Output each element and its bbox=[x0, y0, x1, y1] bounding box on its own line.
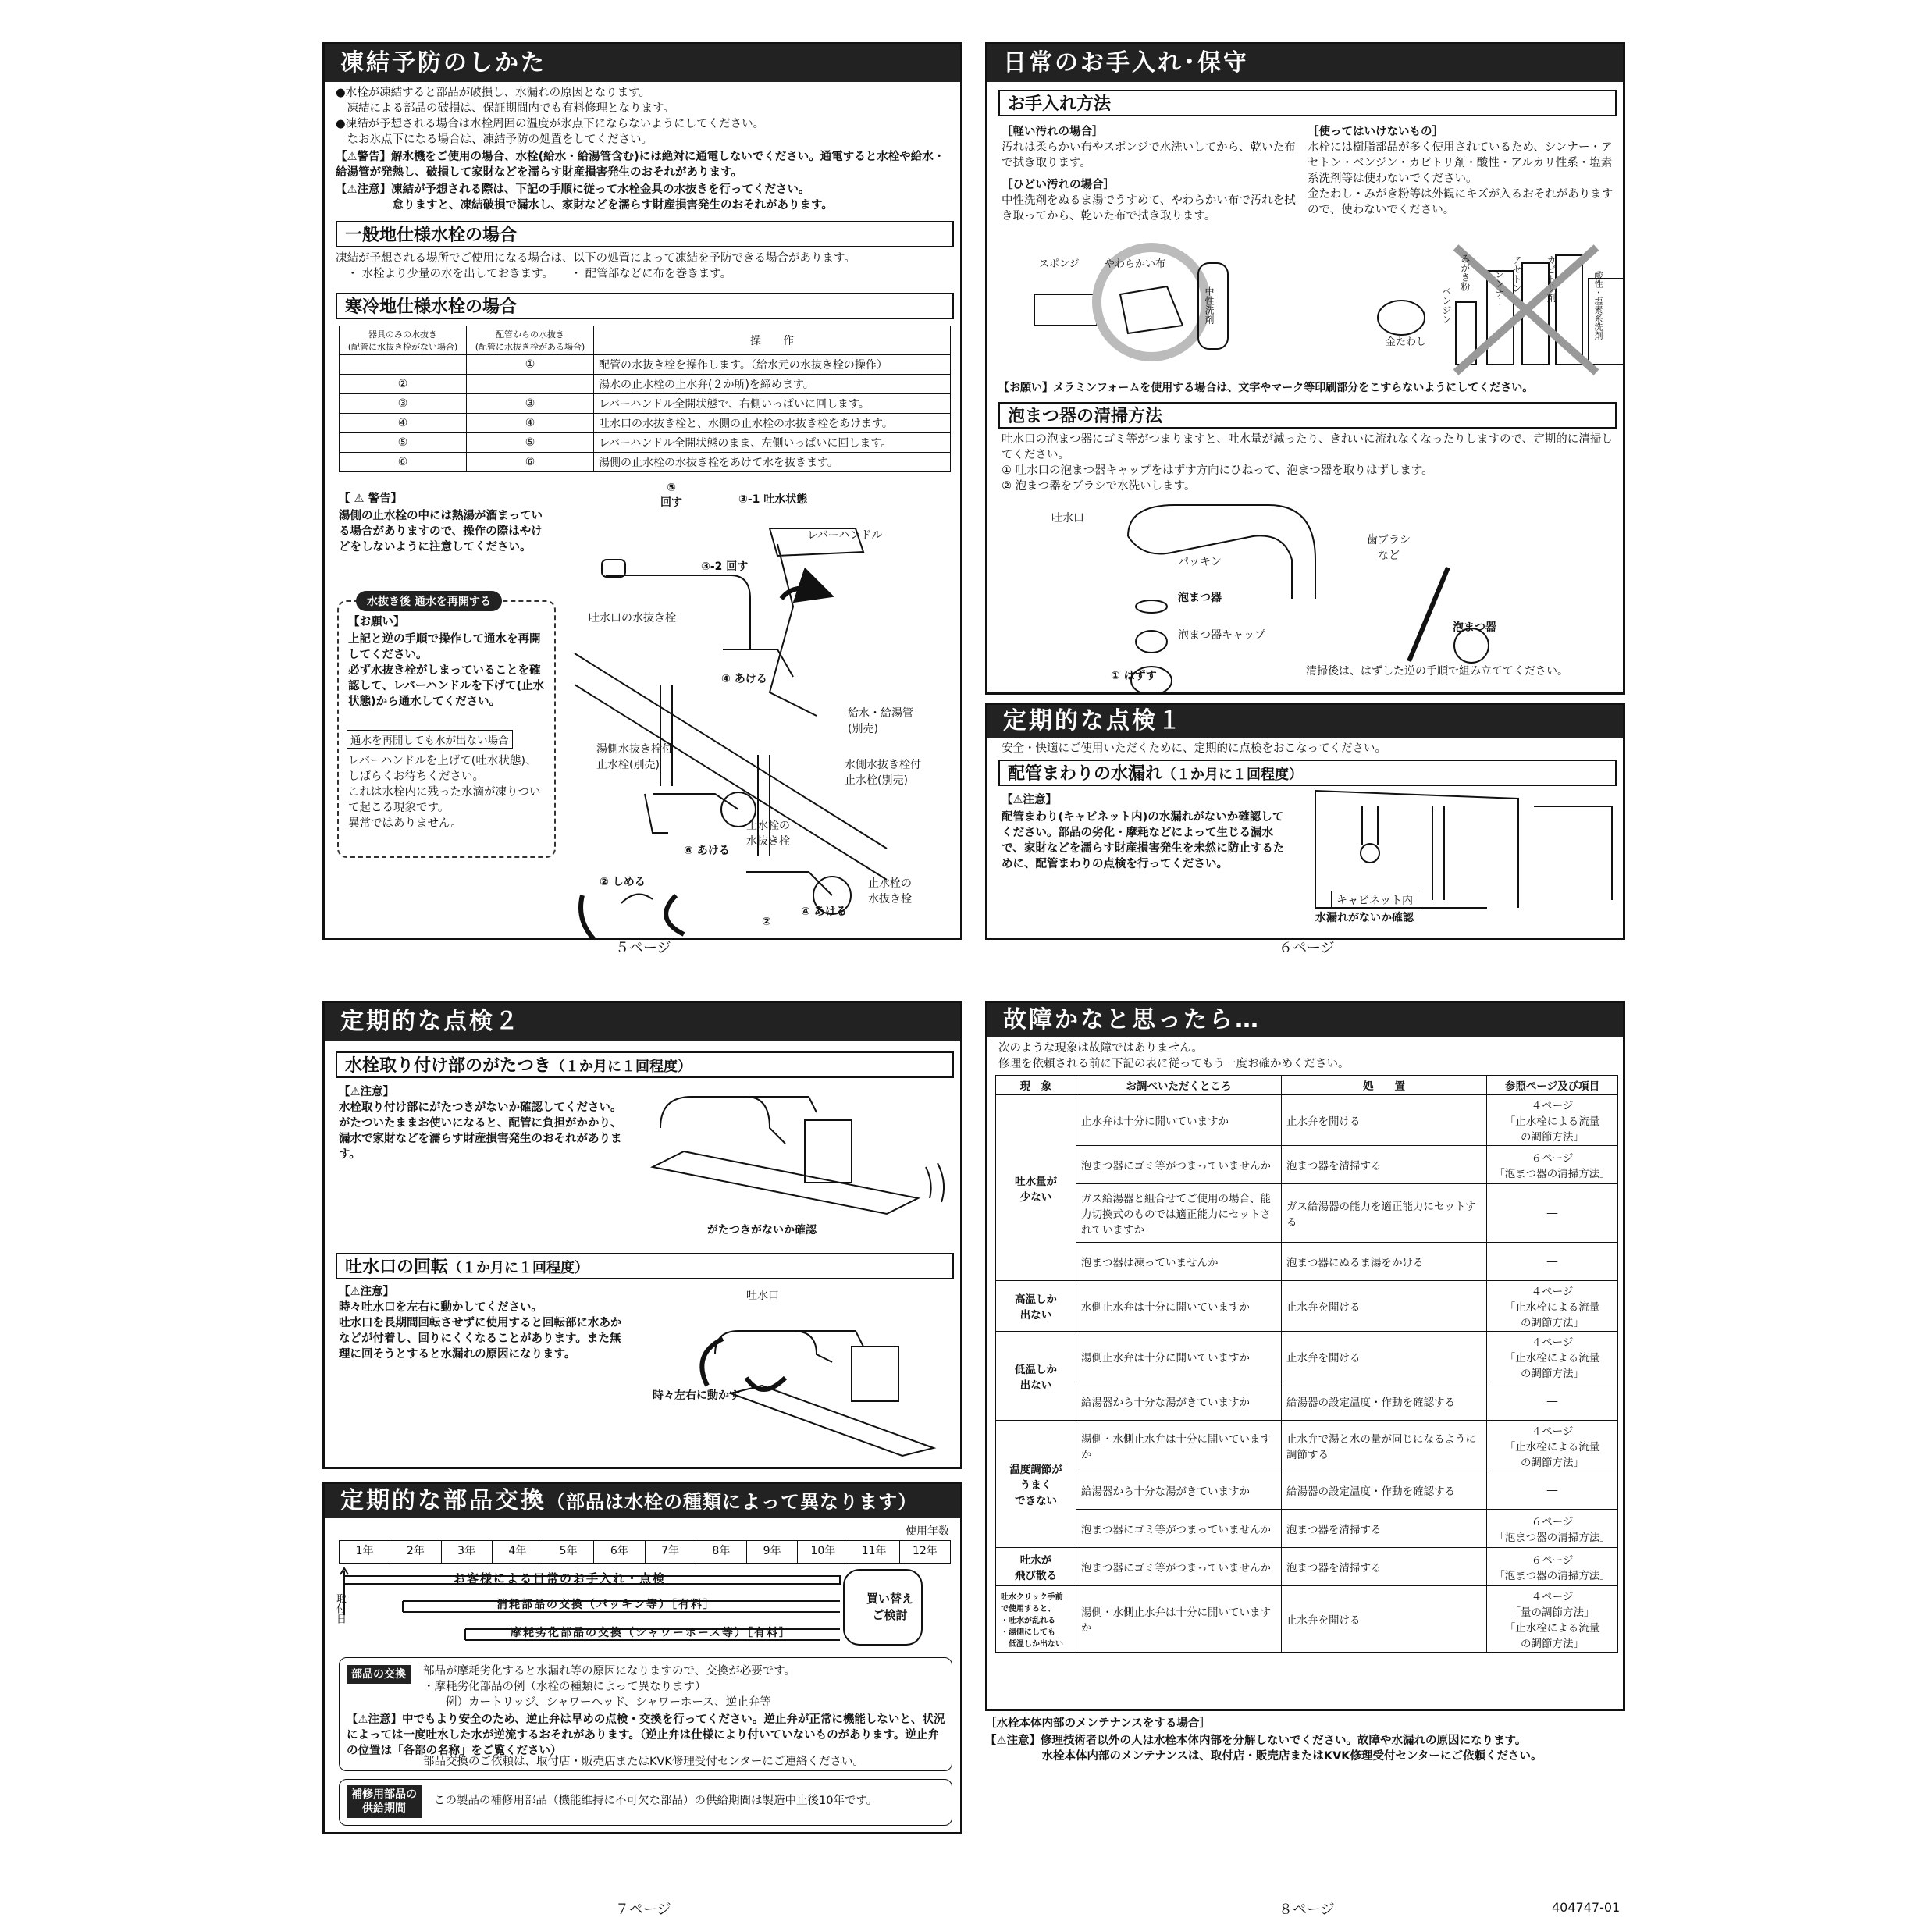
year-cell: 9年 bbox=[746, 1541, 797, 1563]
page5-warning1: 【⚠警告】解氷機をご使用の場合、水栓(給水・給湯管含む)には絶対に通電しないでください。通電すると水栓や給水・給湯管が発熱し、破損して家財などを濡らす財産損害発生のおそれがあります。 bbox=[336, 151, 945, 179]
table-row bbox=[996, 1281, 1618, 1332]
install-date-label: 取付日 bbox=[334, 1593, 346, 1624]
action-cell: 泡まつ器にぬるま湯をかける bbox=[1282, 1243, 1487, 1281]
table-row bbox=[996, 1243, 1618, 1281]
table-header: 器具のみの水抜き (配管に水抜き栓がない場合) bbox=[340, 326, 467, 355]
item-sponge: スポンジ bbox=[1039, 258, 1080, 270]
page7-c2-spout: 吐水口 bbox=[746, 1290, 779, 1302]
page7-sub1-label: 水栓取り付け部のがたつき bbox=[345, 1056, 552, 1076]
table-row bbox=[996, 1095, 1618, 1146]
table-row bbox=[340, 355, 951, 375]
page5-onegai: 上記と逆の手順で操作して通水を再開してください。 必ず水抜き栓がしまっていることを確認して、レバーハンドルを下げて(止水状態)から通水してください。 bbox=[348, 633, 545, 708]
page7-c2: 時々吐水口を左右に動かしてください。 吐水口を長期間回転させずに使用すると回転部に水あかなどが付着し、回りにくくなることがあります。また無理に回そうとすると水漏れの原因になります。 bbox=[339, 1301, 622, 1361]
page7-c1: 水栓取り付け部にがたつきがないか確認してください。がたついたままお使いになると、配管に負担がかかり、漏水で家財などを濡らす財産損害発生のおそれがあります。 bbox=[339, 1101, 622, 1161]
page7-check2-panel bbox=[322, 1001, 962, 1469]
year-cell: 11年 bbox=[849, 1541, 899, 1563]
symptom-cell: 吐水量が 少ない bbox=[996, 1095, 1076, 1281]
table-row bbox=[996, 1332, 1618, 1382]
table-row bbox=[340, 375, 951, 394]
years-label: 使用年数 bbox=[906, 1525, 949, 1538]
page5-reopen-pill: 水抜き後 通水を再開する bbox=[356, 591, 502, 611]
reference-cell: ６ページ 「泡まつ器の清掃方法」 bbox=[1487, 1510, 1618, 1548]
table-cell: 湯水の止水栓の止水弁(２か所)を締めます。 bbox=[594, 375, 951, 394]
page6-light-head: ［軽い汚れの場合］ bbox=[1002, 126, 1104, 138]
item-thinner: シンナー bbox=[1494, 269, 1505, 307]
page5-warning2: 湯側の止水栓の中には熱湯が溜まっている場合がありますので、操作の際はやけどをしないように注意してください。 bbox=[339, 510, 543, 553]
page6-heavy: 中性洗剤をぬるま湯でうすめて、やわらかい布で汚れを拭き取ってから、乾いた布で拭き取ります。 bbox=[1002, 194, 1296, 222]
reference-cell: ６ページ 「泡まつ器の清掃方法」 bbox=[1487, 1146, 1618, 1184]
label-cabinet: キャビネット内 bbox=[1331, 891, 1418, 909]
page5-nowater-label: 通水を再開しても水が出ない場合 bbox=[347, 730, 513, 749]
page7-parts-title bbox=[325, 1484, 960, 1518]
table-header: 配管からの水抜き (配管に水抜き栓がある場合) bbox=[467, 326, 594, 355]
page8-maint: 【⚠注意】修理技術者以外の人は水栓本体内部を分解しないでください。故障や水漏れの原因になります。 水栓本体内部のメンテナンスは、取付店・販売店またはKVK修理受付センターにご依頼ください。 bbox=[985, 1735, 1542, 1763]
page5-onegai-head: 【お願い】 bbox=[348, 616, 405, 628]
label-turn2: ② bbox=[762, 916, 771, 928]
page7-sub2-small: （１か月に１回程度） bbox=[448, 1260, 589, 1276]
doc-code: 404747-01 bbox=[1552, 1900, 1621, 1915]
parts-tag: 部品の交換 bbox=[347, 1665, 411, 1684]
parts-title-label: 定期的な部品交換 bbox=[340, 1487, 546, 1514]
year-cell: 10年 bbox=[797, 1541, 848, 1563]
action-cell: ガス給湯器の能力を適正能力にセットする bbox=[1282, 1184, 1487, 1243]
arrow-consumable: 消耗部品の交換（パッキン等）［有料］ bbox=[496, 1599, 716, 1611]
page6-check1-sub bbox=[998, 760, 1617, 786]
action-cell: 泡まつ器を清掃する bbox=[1282, 1548, 1487, 1586]
label-turn32: ③-2 回す bbox=[701, 560, 749, 573]
check-cell: 止水弁は十分に開いていますか bbox=[1076, 1095, 1282, 1146]
symptom-cell: 高温しか 出ない bbox=[996, 1281, 1076, 1332]
page5-drain-table bbox=[339, 326, 951, 472]
table-cell: ④ bbox=[340, 414, 467, 433]
page5-sub1-text: 凍結が予想される場所でご使用になる場合は、以下の処置によって凍結を予防できる場合があります。 ・ 水栓より少量の水を出しておきます。 ・ 配管部などに布を巻きます。 bbox=[336, 252, 856, 280]
page7-c1-head: 【⚠注意】 bbox=[339, 1086, 394, 1098]
page7-sub2 bbox=[336, 1253, 954, 1279]
replace-consider: 買い替え ご検討 bbox=[866, 1592, 914, 1622]
action-cell: 止水弁を開ける bbox=[1282, 1332, 1487, 1382]
table-header: 参照ページ及び項目 bbox=[1487, 1076, 1618, 1095]
page8-number: ８ページ bbox=[1279, 1902, 1335, 1918]
check-cell: 給湯器から十分な湯がきていますか bbox=[1076, 1382, 1282, 1421]
reference-cell: ４ページ 「止水栓による流量 の調節方法」 bbox=[1487, 1095, 1618, 1146]
table-row bbox=[996, 1184, 1618, 1243]
page8-panel bbox=[985, 1001, 1625, 1711]
page6-panel bbox=[985, 42, 1625, 695]
label-pipe: 給水・給湯管 (別売) bbox=[848, 707, 913, 735]
table-row bbox=[340, 433, 951, 453]
page5-number: ５ページ bbox=[615, 940, 671, 956]
page6-onegai: 【お願い】メラミンフォームを使用する場合は、文字やマーク等印刷部分をこすらないようにしてください。 bbox=[998, 382, 1534, 394]
label-spout-drain: 吐水口の水抜き栓 bbox=[589, 612, 676, 624]
table-cell: ⑤ bbox=[467, 433, 594, 453]
page7-sub1-small: （１か月に１回程度） bbox=[551, 1059, 692, 1075]
reference-cell: ４ページ 「止水栓による流量 の調節方法」 bbox=[1487, 1281, 1618, 1332]
page5-intro: ●水栓が凍結すると部品が破損し、水漏れの原因となります。 凍結による部品の破損は、保証期間内でも有料修理となります。 ●凍結が予想される場合は水栓周囲の温度が氷点下にならないようにしてください。 なお氷点下になる場合は、凍結予防の処置をしてください。 bbox=[336, 87, 765, 146]
reference-cell: ４ページ 「量の調節方法」 「止水栓による流量 の調節方法」 bbox=[1487, 1586, 1618, 1653]
action-cell: 給湯器の設定温度・作動を確認する bbox=[1282, 1382, 1487, 1421]
label-reassemble: 清掃後は、はずした逆の手順で組み立ててください。 bbox=[1306, 665, 1568, 678]
year-cell: 4年 bbox=[492, 1541, 543, 1563]
item-acetone: アセトン bbox=[1511, 255, 1522, 293]
page7-c1-label: がたつきがないか確認 bbox=[707, 1224, 817, 1236]
label-open6: ⑥ あける bbox=[684, 845, 730, 857]
label-packing: パッキン bbox=[1178, 556, 1222, 568]
page5-warning2-head: 【 ⚠ 警告】 bbox=[339, 493, 403, 505]
symptom-cell: 吐水クリック手前 で使用すると、 ・吐水が乱れる ・湯側にしても 低温しか出ない bbox=[996, 1586, 1076, 1653]
action-cell: 泡まつ器を清掃する bbox=[1282, 1510, 1487, 1548]
page5-sub-cold: 寒冷地仕様水栓の場合 bbox=[336, 293, 954, 319]
table-cell: 配管の水抜き栓を操作します。（給水元の水抜き栓の操作） bbox=[594, 355, 951, 375]
label-lever: レバーハンドル bbox=[807, 529, 883, 542]
page8-intro: 次のような現象は故障ではありません。 修理を依頼される前に下記の表に従ってもう一度お確かめください。 bbox=[998, 1042, 1350, 1070]
table-row bbox=[996, 1146, 1618, 1184]
supply-text: この製品の補修用部品（機能維持に不可欠な部品）の供給期間は製造中止後10年です。 bbox=[434, 1795, 878, 1807]
action-cell: 給湯器の設定温度・作動を確認する bbox=[1282, 1471, 1487, 1510]
check-cell: 泡まつ器にゴミ等がつまっていませんか bbox=[1076, 1548, 1282, 1586]
label-open4a: ④ あける bbox=[721, 673, 767, 685]
item-soft-cloth: やわらかい布 bbox=[1105, 258, 1166, 270]
label-hot-valve: 湯側水抜き栓付 止水栓(別売) bbox=[596, 743, 673, 771]
item-acid-cleaner: 酸性・塩素系洗剤 bbox=[1593, 271, 1603, 340]
year-cell: 3年 bbox=[441, 1541, 492, 1563]
page7-faucet-rattle bbox=[653, 1081, 949, 1214]
page7-c2-label: 時々左右に動かす bbox=[653, 1389, 740, 1402]
check-cell: 湯側・水側止水弁は十分に開いていますか bbox=[1076, 1421, 1282, 1471]
label-stop-drain2: 止水栓の 水抜き栓 bbox=[868, 877, 912, 906]
reference-cell: ６ページ 「泡まつ器の清掃方法」 bbox=[1487, 1548, 1618, 1586]
trouble-table bbox=[995, 1075, 1618, 1653]
parts-caution: 【⚠注意】中でもより安全のため、逆止弁は早めの点検・交換を行ってください。逆止弁が正常に機能しないと、状況によっては一度吐水した水が逆流するおそれがあります。（逆止弁は仕様により付いていないものがあります。逆止弁の位置は「各部の名称」をご覧ください） bbox=[347, 1713, 945, 1757]
reference-cell: ― bbox=[1487, 1382, 1618, 1421]
table-row bbox=[996, 1586, 1618, 1653]
year-cell: 12年 bbox=[899, 1541, 950, 1563]
check-cell: ガス給湯器と組合せてご使用の場合、能力切換式のものでは適正能力にセットされていますか bbox=[1076, 1184, 1282, 1243]
check-cell: 水側止水弁は十分に開いていますか bbox=[1076, 1281, 1282, 1332]
table-cell bbox=[340, 355, 467, 375]
page6-sub-aerator: 泡まつ器の清掃方法 bbox=[998, 402, 1617, 429]
page6-check1-intro: 安全・快適にご使用いただくために、定期的に点検をおこなってください。 bbox=[1002, 742, 1386, 755]
reference-cell: ― bbox=[1487, 1184, 1618, 1243]
years-row bbox=[339, 1540, 951, 1564]
action-cell: 泡まつ器を清掃する bbox=[1282, 1146, 1487, 1184]
action-cell: 止水弁を開ける bbox=[1282, 1095, 1487, 1146]
reference-cell: ― bbox=[1487, 1243, 1618, 1281]
item-detergent: 中性洗剤 bbox=[1204, 286, 1215, 324]
label-leak-check: 水漏れがないか確認 bbox=[1315, 912, 1414, 924]
symptom-cell: 低温しか 出ない bbox=[996, 1332, 1076, 1421]
table-cell: ⑥ bbox=[340, 453, 467, 472]
page7-title: 定期的な点検２ bbox=[325, 1003, 960, 1041]
table-cell: レバーハンドル全開状態のまま、左側いっぱいに回します。 bbox=[594, 433, 951, 453]
page5-panel bbox=[322, 42, 962, 940]
page7-sub2-label: 吐水口の回転 bbox=[345, 1258, 449, 1277]
table-header: 処 置 bbox=[1282, 1076, 1487, 1095]
page8-title: 故障かなと思ったら… bbox=[987, 1003, 1623, 1037]
label-close2: ② しめる bbox=[600, 876, 646, 888]
parts-text: 部品が摩耗劣化すると水漏れ等の原因になりますので、交換が必要です。 ・摩耗劣化部品の例（水栓の種類によって異なります） 例）カートリッジ、シャワーヘッド、シャワーホース、逆止弁等 bbox=[423, 1665, 796, 1709]
action-cell: 止水弁で湯と水の量が同じになるように調節する bbox=[1282, 1421, 1487, 1471]
table-cell: ⑥ bbox=[467, 453, 594, 472]
page6-title: 日常のお手入れ･保守 bbox=[987, 44, 1623, 82]
page8-maint-head: ［水栓本体内部のメンテナンスをする場合］ bbox=[985, 1717, 1211, 1730]
table-cell: ② bbox=[340, 375, 467, 394]
table-cell: レバーハンドル全開状態で、右側いっぱいに回します。 bbox=[594, 394, 951, 414]
check-cell: 湯側・水側止水弁は十分に開いていますか bbox=[1076, 1586, 1282, 1653]
page7-parts-panel bbox=[322, 1482, 962, 1834]
table-cell: ③ bbox=[340, 394, 467, 414]
arrow-wear-parts: 摩耗劣化部品の交換（シャワーホース等）［有料］ bbox=[511, 1627, 792, 1639]
reference-cell: ― bbox=[1487, 1471, 1618, 1510]
year-cell: 7年 bbox=[645, 1541, 696, 1563]
parts-contact: 部品交換のご依頼は、取付店・販売店またはKVK修理受付センターにご連絡ください。 bbox=[423, 1756, 864, 1768]
label-turn5: ⑤ 回す bbox=[660, 482, 682, 509]
table-cell: ④ bbox=[467, 414, 594, 433]
year-cell: 5年 bbox=[543, 1541, 593, 1563]
check-cell: 泡まつ器にゴミ等がつまっていませんか bbox=[1076, 1146, 1282, 1184]
table-cell: ⑤ bbox=[340, 433, 467, 453]
table-row bbox=[340, 453, 951, 472]
year-cell: 1年 bbox=[355, 1545, 374, 1557]
table-header: お調べいただくところ bbox=[1076, 1076, 1282, 1095]
year-cell: 2年 bbox=[390, 1541, 440, 1563]
table-cell: ① bbox=[467, 355, 594, 375]
item-mold-remover: カビトリ剤 bbox=[1546, 255, 1557, 302]
page5-caution1: 【⚠注意】凍結が予想される際は、下記の手順に従って水栓金具の水抜きを行ってください。 怠りますと、凍結破損で漏水し、家財などを濡らす財産損害発生のおそれがあります。 bbox=[336, 183, 833, 212]
year-cell: 6年 bbox=[593, 1541, 644, 1563]
item-polish: みがき粉 bbox=[1460, 254, 1471, 291]
table-cell: ③ bbox=[467, 394, 594, 414]
symptom-cell: 温度調節が うまく できない bbox=[996, 1421, 1076, 1548]
label-cold-valve: 水側水抜き栓付 止水栓(別売) bbox=[845, 759, 921, 787]
label-aerator2: 泡まつ器 bbox=[1453, 621, 1496, 634]
item-steel-wool: 金たわし bbox=[1386, 336, 1427, 348]
supply-tag: 補修用部品の 供給期間 bbox=[347, 1785, 422, 1818]
arrow-daily-care: お客様による日常のお手入れ・点検 bbox=[454, 1571, 667, 1585]
action-cell: 止水弁を開ける bbox=[1282, 1586, 1487, 1653]
page6-check1-panel bbox=[985, 703, 1625, 940]
page6-check1-caution-head: 【⚠注意】 bbox=[1002, 794, 1057, 806]
page6-aerator-text: 吐水口の泡まつ器にゴミ等がつまりますと、吐水量が減ったり、きれいに流れなくなったりしますので、定期的に清掃してください。 ① 吐水口の泡まつ器キャップをはずす方向にひねって、泡まつ器を取りはずします。 ② 泡まつ器をブラシで水洗いします。 bbox=[1002, 433, 1613, 493]
table-row bbox=[996, 1548, 1618, 1586]
page5-sub-general: 一般地仕様水栓の場合 bbox=[336, 221, 954, 247]
page6-number: ６ページ bbox=[1279, 940, 1335, 956]
parts-title-small: （部品は水栓の種類によって異なります） bbox=[546, 1491, 917, 1513]
page5-title: 凍結予防のしかた bbox=[325, 44, 960, 82]
page7-number: ７ページ bbox=[615, 1902, 671, 1918]
page7-c2-head: 【⚠注意】 bbox=[339, 1286, 394, 1298]
page6-light: 汚れは柔らかい布やスポンジで水洗いしてから、乾いた布で拭き取ります。 bbox=[1002, 141, 1296, 169]
table-row bbox=[996, 1382, 1618, 1421]
check1-sub-small: （１か月に１回程度） bbox=[1162, 767, 1304, 783]
action-cell: 止水弁を開ける bbox=[1282, 1281, 1487, 1332]
reference-cell: ４ページ 「止水栓による流量 の調節方法」 bbox=[1487, 1421, 1618, 1471]
table-row bbox=[996, 1421, 1618, 1471]
table-row bbox=[340, 394, 951, 414]
page6-sub-care: お手入れ方法 bbox=[998, 90, 1617, 116]
page6-donot: 水栓には樹脂部品が多く使用されているため、シンナー・アセトン・ベンジン・カビトリ剤・酸性・アルカリ性系・塩素系洗剤等は使わないでください。 金たわし・みがき粉等は外観にキズが入るおそれがありますので、使わないでください。 bbox=[1308, 141, 1614, 216]
page6-check1-title: 定期的な点検１ bbox=[987, 705, 1623, 738]
table-header: 現 象 bbox=[996, 1076, 1076, 1095]
table-row bbox=[996, 1471, 1618, 1510]
check-cell: 給湯器から十分な湯がきていますか bbox=[1076, 1471, 1282, 1510]
page7-spout-rotate bbox=[699, 1300, 949, 1464]
label-aerator: 泡まつ器 bbox=[1178, 592, 1222, 604]
page7-sub1 bbox=[336, 1051, 954, 1078]
label-remove: ① はずす bbox=[1111, 670, 1157, 682]
label-brush: 歯ブラシ など bbox=[1367, 534, 1411, 562]
page6-check1-caution: 配管まわり(キャビネット内)の水漏れがないか確認してください。部品の劣化・摩耗などによって生じる漏水で、家財などを濡らす財産損害発生を未然に防止するために、配管まわりの点検を行ってください。 bbox=[1002, 811, 1285, 870]
check-cell: 泡まつ器は凍っていませんか bbox=[1076, 1243, 1282, 1281]
year-cell: 8年 bbox=[696, 1541, 746, 1563]
table-cell: 湯側の止水栓の水抜き栓をあけて水を抜きます。 bbox=[594, 453, 951, 472]
table-row bbox=[340, 414, 951, 433]
check1-sub-label: 配管まわりの水漏れ bbox=[1008, 764, 1163, 784]
page6-donot-head: ［使ってはいけないもの］ bbox=[1308, 126, 1443, 138]
label-open4b: ④ あける bbox=[801, 906, 847, 918]
symptom-cell: 吐水が 飛び散る bbox=[996, 1548, 1076, 1586]
label-cap: 泡まつ器キャップ bbox=[1178, 629, 1265, 642]
table-row bbox=[996, 1510, 1618, 1548]
table-cell: 吐水口の水抜き栓と、水側の止水栓の水抜き栓をあけます。 bbox=[594, 414, 951, 433]
check-cell: 泡まつ器にゴミ等がつまっていませんか bbox=[1076, 1510, 1282, 1548]
table-cell bbox=[467, 375, 594, 394]
label-stop-drain1: 止水栓の 水抜き栓 bbox=[746, 820, 790, 848]
item-benzine: ベンジン bbox=[1441, 286, 1452, 324]
page5-nowater-text: レバーハンドルを上げて(吐水状態)、しばらくお待ちください。 これは水栓内に残った水滴が凍りついて起こる現象です。 異常ではありません。 bbox=[348, 755, 541, 830]
reference-cell: ４ページ 「止水栓による流量 の調節方法」 bbox=[1487, 1332, 1618, 1382]
label-open-state: ③-1 吐水状態 bbox=[738, 493, 808, 506]
table-header: 操 作 bbox=[594, 326, 951, 355]
page6-heavy-head: ［ひどい汚れの場合］ bbox=[1002, 179, 1115, 191]
check-cell: 湯側止水弁は十分に開いていますか bbox=[1076, 1332, 1282, 1382]
label-spout: 吐水口 bbox=[1051, 512, 1084, 525]
